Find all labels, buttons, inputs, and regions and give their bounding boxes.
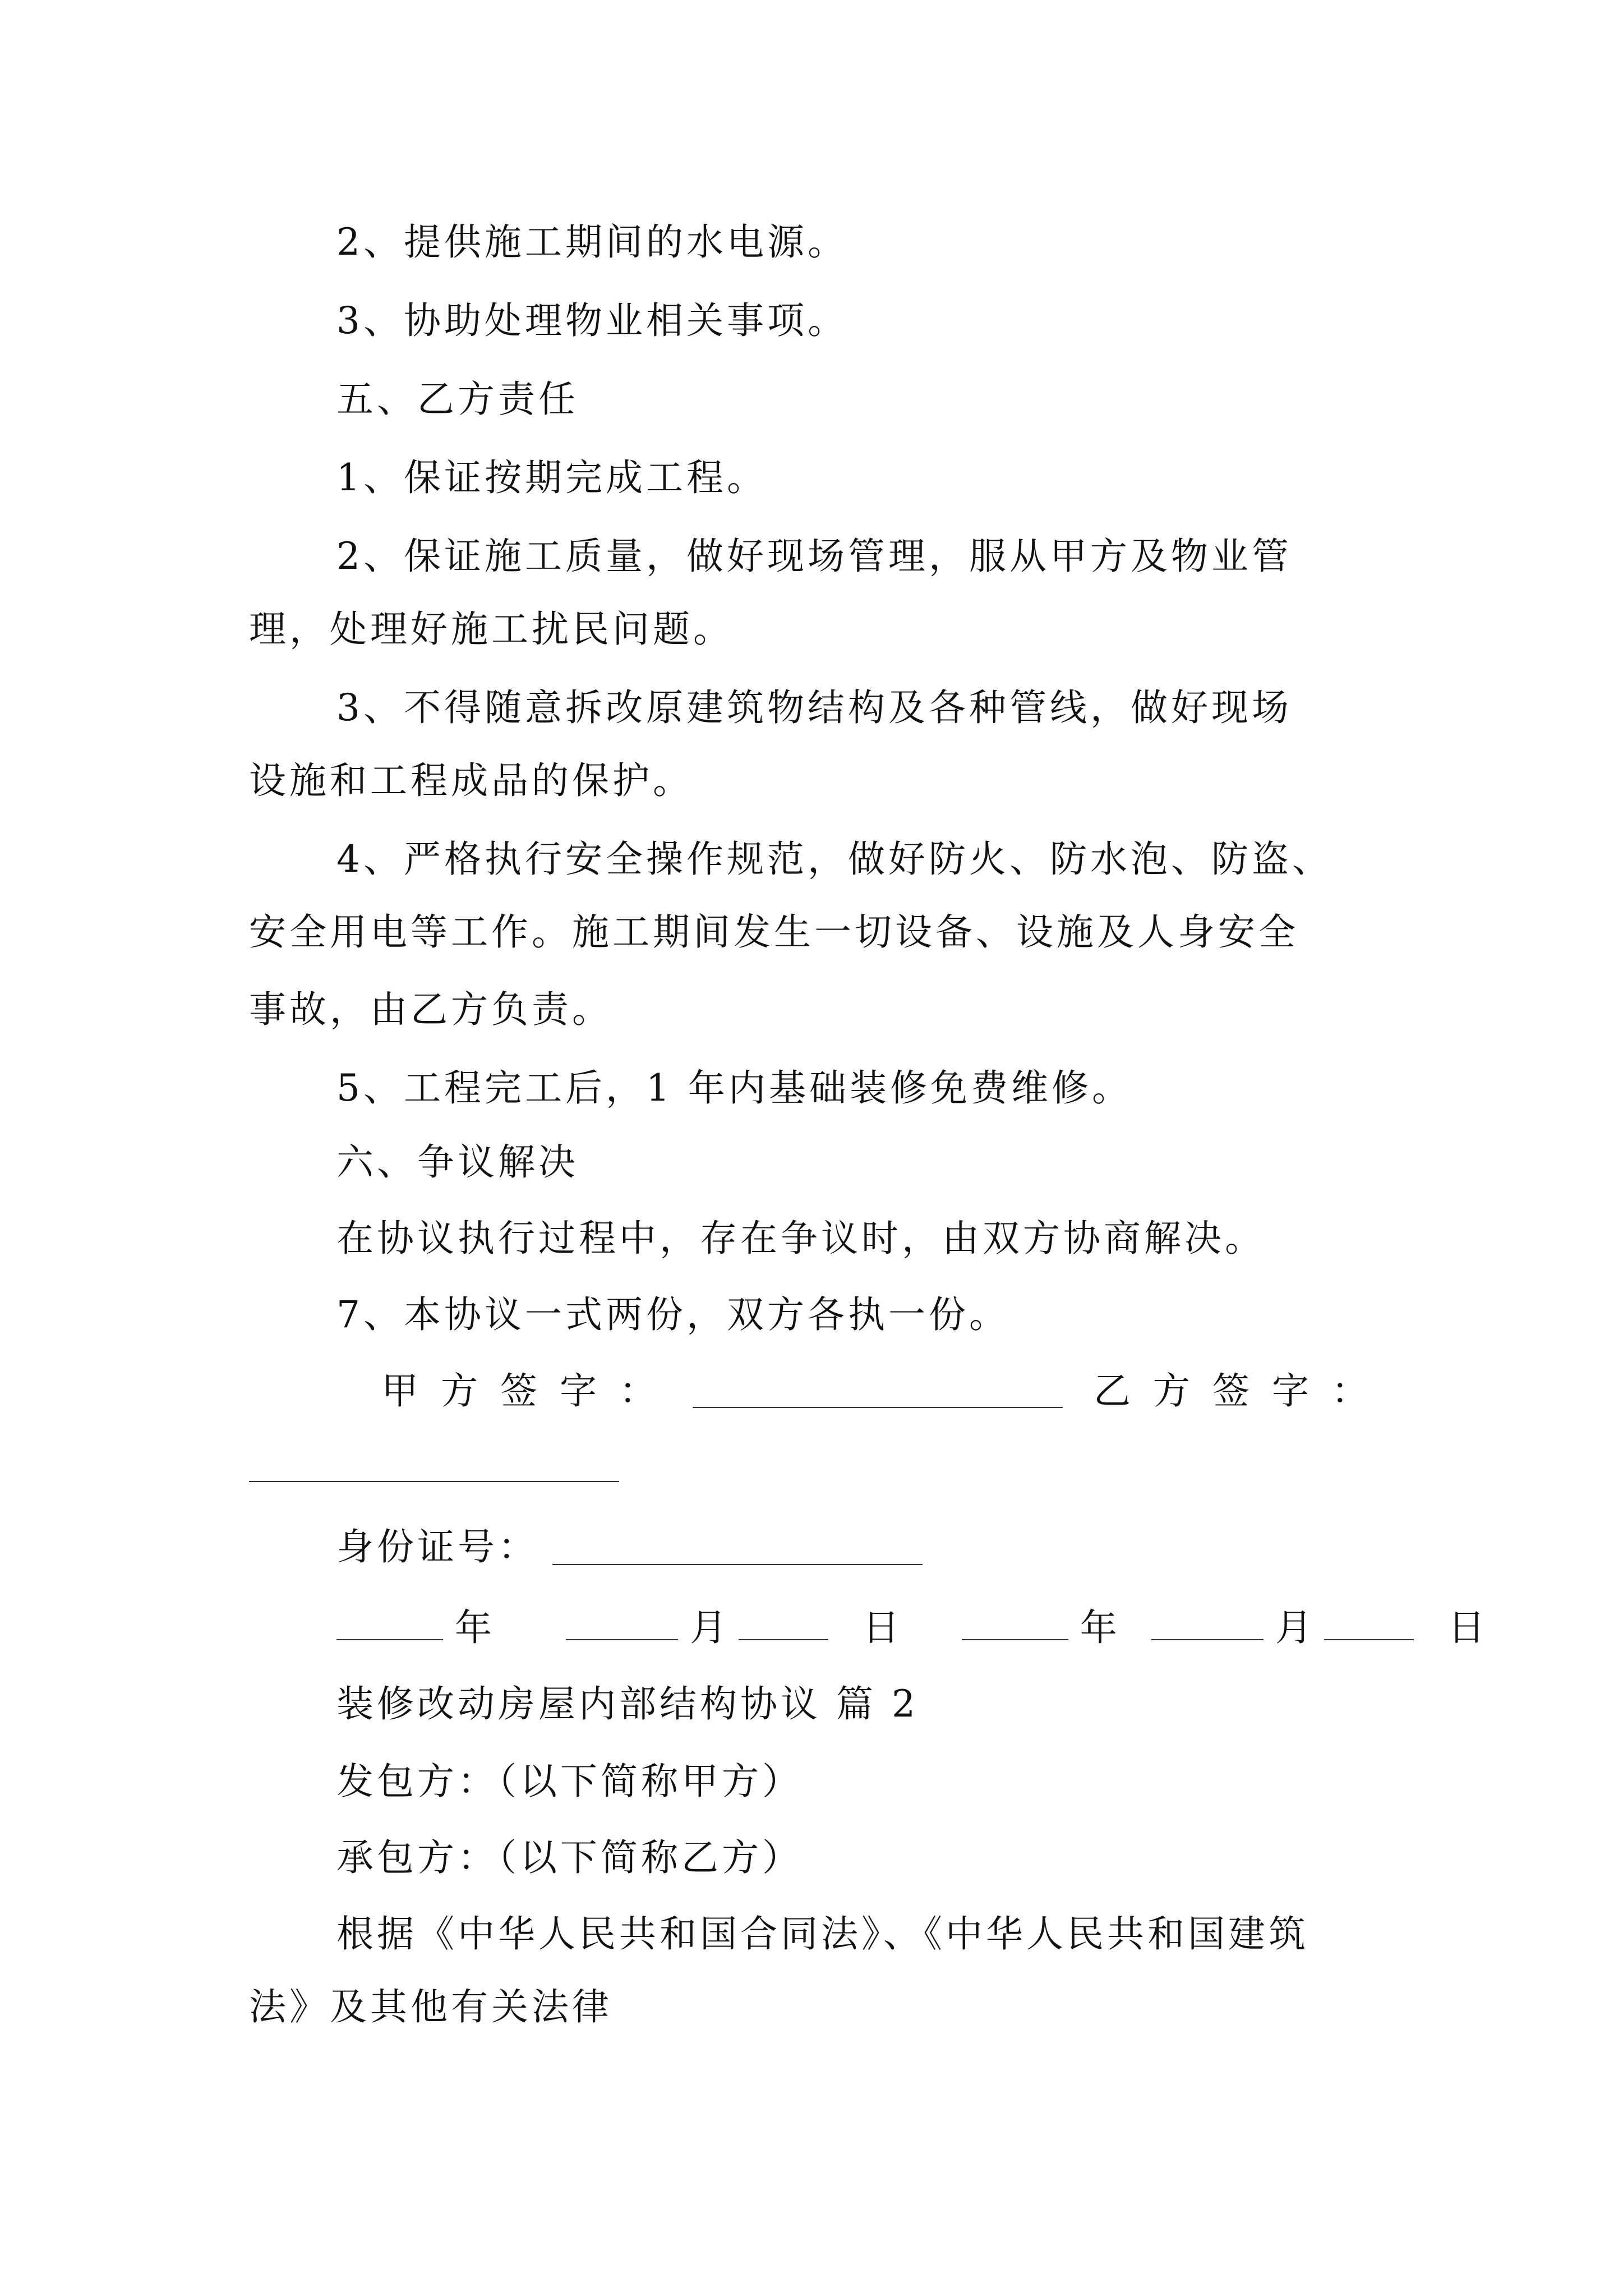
id-number-label: 身份证号： [336, 1525, 538, 1568]
month-label-a: 月 [689, 1606, 727, 1649]
month-blank-b[interactable] [1151, 1605, 1264, 1640]
party-b-signature-line[interactable] [249, 1481, 619, 1482]
agreement-2-title: 装修改动房屋内部结构协议 篇 2 [336, 1682, 919, 1726]
clause-a-2: 2、提供施工期间的水电源。 [336, 220, 848, 264]
contractor-party-b: 承包方：（以下简称乙方） [336, 1836, 803, 1879]
month-label-b: 月 [1275, 1606, 1312, 1649]
year-label-a: 年 [454, 1606, 492, 1649]
day-label-b: 日 [1447, 1606, 1485, 1649]
party-a-signature-line[interactable] [693, 1407, 1063, 1408]
party-b-signature-label: 乙方签字： [1094, 1369, 1391, 1412]
clause-b-1: 1、保证按期完成工程。 [336, 456, 767, 499]
section-5-heading: 五、乙方责任 [336, 378, 579, 421]
year-label-b: 年 [1080, 1606, 1117, 1649]
id-number-line[interactable] [552, 1564, 923, 1565]
clause-b-3-line1: 3、不得随意拆改原建筑物结构及各种管线，做好现场 [336, 686, 1292, 729]
year-blank-a[interactable] [336, 1605, 443, 1640]
clause-a-3: 3、协助处理物业相关事项。 [336, 299, 848, 342]
section-6-heading: 六、争议解决 [336, 1140, 579, 1184]
clause-b-2-line2: 理，处理好施工扰民问题。 [249, 608, 734, 651]
clause-b-3-line2: 设施和工程成品的保护。 [249, 759, 693, 802]
day-label-a: 日 [862, 1606, 900, 1649]
day-blank-a[interactable] [739, 1605, 828, 1640]
year-blank-b[interactable] [962, 1605, 1068, 1640]
clause-7: 7、本协议一式两份，双方各执一份。 [336, 1293, 1009, 1336]
legal-basis-line2: 法》及其他有关法律 [249, 1985, 612, 2028]
dispute-text: 在协议执行过程中，存在争议时，由双方协商解决。 [336, 1217, 1265, 1260]
month-blank-a[interactable] [566, 1605, 678, 1640]
legal-basis-line1: 根据《中华人民共和国合同法》、《中华人民共和国建筑 [336, 1912, 1309, 1955]
clause-b-4-line3: 事故，由乙方负责。 [249, 988, 612, 1031]
day-blank-b[interactable] [1324, 1605, 1414, 1640]
clause-b-4-line1: 4、严格执行安全操作规范，做好防火、防水泡、防盗、 [336, 838, 1332, 881]
clause-b-4-line2: 安全用电等工作。施工期间发生一切设备、设施及人身安全 [249, 910, 1299, 954]
clause-b-2-line1: 2、保证施工质量，做好现场管理，服从甲方及物业管 [336, 535, 1292, 578]
contractor-party-a: 发包方：（以下简称甲方） [336, 1760, 803, 1803]
clause-b-5: 5、工程完工后，1 年内基础装修免费维修。 [336, 1066, 1132, 1110]
date-row [336, 1605, 1485, 1650]
party-a-signature-label: 甲方签字： [381, 1369, 679, 1412]
